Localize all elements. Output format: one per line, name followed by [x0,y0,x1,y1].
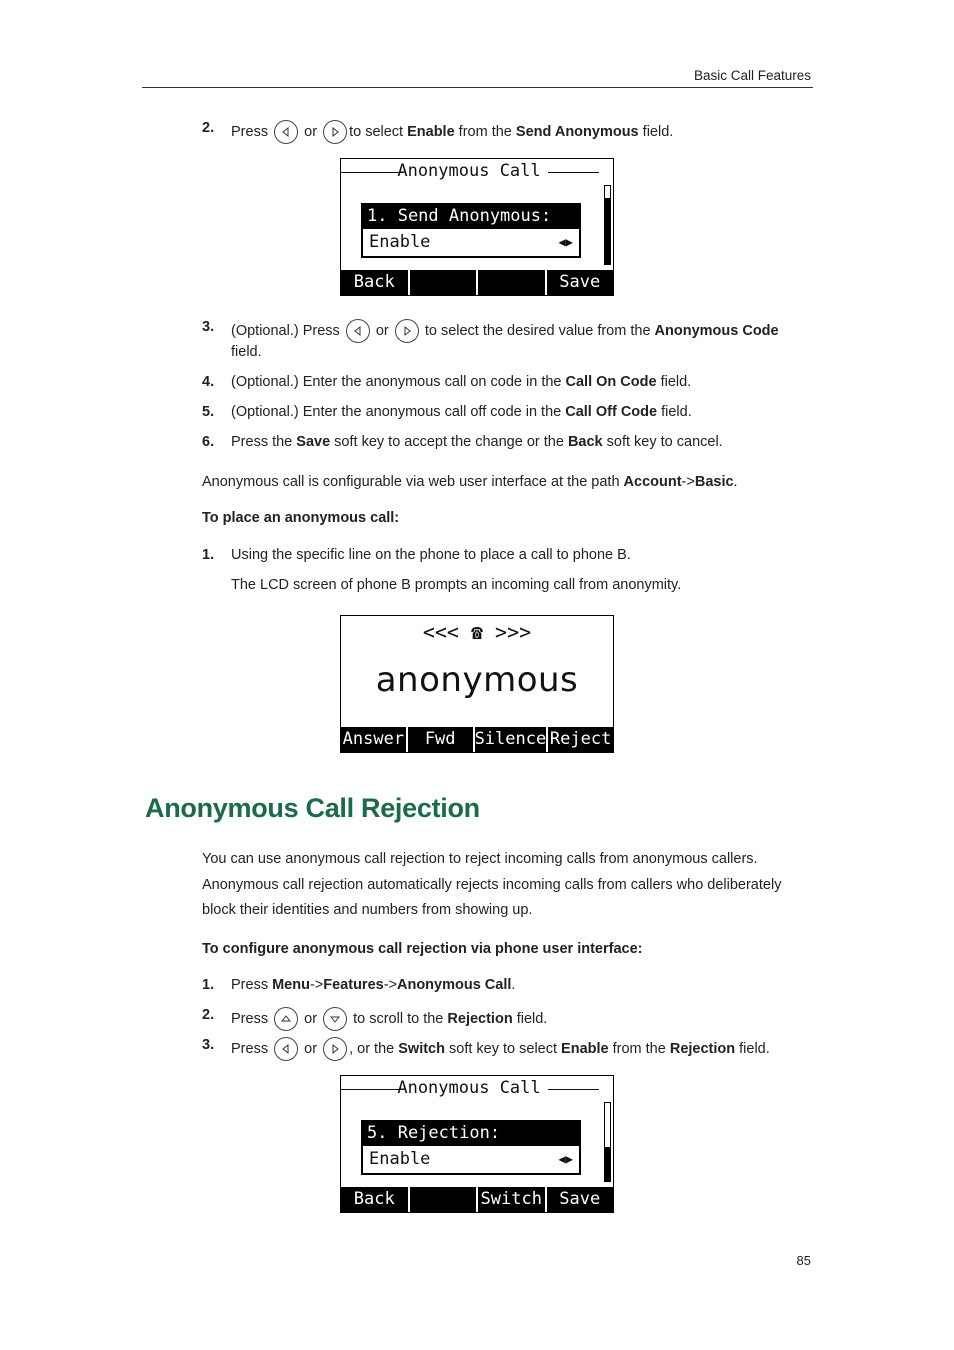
step-text [231,120,673,144]
right-arrow-key-icon [395,319,419,343]
step-text-part: or [304,1040,318,1057]
lcd-value: Enable [369,1149,431,1169]
softkey-empty [408,270,477,295]
step-number: 2. [202,120,215,136]
running-header: Basic Call Features [693,68,811,83]
softkey-switch: Switch [476,1187,545,1212]
field-name: Anonymous Code [654,322,779,339]
step-text-part: (Optional.) Enter the anonymous call on code in the [231,374,566,390]
step-text [231,977,515,993]
left-arrow-key-icon [346,319,370,343]
lcd-scrollbar [604,1102,611,1182]
softkey-bar [341,727,613,752]
softkey-back: Back [353,272,395,292]
step-number: 3. [202,1037,215,1053]
lcd-selected-item: 5. Rejection: [361,1120,581,1146]
menu-path: Account [623,474,682,490]
up-arrow-key-icon [274,1007,298,1031]
path-separator: -> [681,474,695,490]
field-name: Rejection [447,1010,513,1027]
step-text-part: (Optional.) Enter the anonymous call off code in the [231,404,566,420]
step-text-part: or [304,123,318,140]
step-text-part: Press [231,123,269,140]
softkey-reject: Reject [546,727,613,752]
note-text: . [733,474,738,490]
step-text [231,1037,770,1061]
step-text [231,404,692,420]
lcd-value-field [361,1146,581,1175]
softkey-name: Back [567,434,603,450]
page-number: 85 [796,1253,811,1268]
step-number: 5. [202,404,215,420]
note-text: Anonymous call is configurable via web user interface at the path [202,474,624,490]
step-text-part: to scroll to the [353,1010,448,1027]
step-number: 3. [202,319,215,335]
intro-paragraph: You can use anonymous call rejection to reject incoming calls from anonymous callers. Anonymous call rejection automatically rejects incoming calls from callers who deliberately block their identities and numbers from showing up. [202,851,782,918]
left-right-arrows-icon: ◀▶ [558,1152,573,1166]
field-name: Call Off Code [565,404,658,420]
menu-path: Menu [272,977,310,993]
softkey-name: Switch [398,1040,445,1057]
step-text-part: field. [512,1010,548,1027]
step-text-part: Press [231,1040,269,1057]
step-text-part: (Optional.) Press [231,322,340,339]
step-number: 1. [202,547,215,563]
right-arrow-key-icon [323,1037,347,1061]
lcd-selected-item: 1. Send Anonymous: [361,203,581,229]
softkey-bar [341,1187,613,1212]
softkey-empty [476,270,545,295]
softkey-fwd: Fwd [406,727,473,752]
right-arrow-key-icon [323,120,347,144]
path-separator: -> [383,977,397,993]
step-text-part: or [304,1010,318,1027]
step-text-part: from the [454,123,516,140]
section-title: Anonymous Call Rejection [145,793,480,823]
step-number: 4. [202,374,215,390]
lcd-scrollbar [604,185,611,265]
step-text-part: Press the [231,434,297,450]
step-text [231,434,723,450]
lcd-title: Anonymous Call [397,1078,541,1098]
field-name: Enable [561,1040,609,1057]
procedure-heading: To configure anonymous call rejection via phone user interface: [202,941,643,957]
left-arrow-key-icon [274,120,298,144]
phone-lcd-screen [340,158,614,296]
step-text-continued: field. [231,344,262,360]
step-text-part: to select [349,123,408,140]
softkey-name: Save [296,434,331,450]
left-right-arrows-icon: ◀▶ [558,235,573,249]
step-text-part: . [511,977,516,993]
incoming-call-indicator: <<< ☎ >>> [422,620,532,644]
step-text-part: Press [231,1010,269,1027]
softkey-save: Save [545,1187,614,1212]
softkey-empty [408,1187,477,1212]
lcd-value: Enable [369,232,431,252]
step-text [231,374,691,390]
header-rule [142,87,813,88]
lcd-value-field [361,229,581,258]
step-text-part: Press [231,977,273,993]
softkey-save: Save [545,270,614,295]
step-text-part: soft key to select [444,1040,562,1057]
softkey-silence: Silence [473,727,547,752]
step-text-part: field. [657,404,692,420]
phone-lcd-incoming-screen [340,615,614,753]
softkey-back: Back [353,1189,395,1209]
step-text-part: to select the desired value from the [420,322,655,339]
softkey-bar [341,270,613,295]
phone-lcd-screen [340,1075,614,1213]
caller-name: anonymous [375,660,579,700]
step-text-continued: The LCD screen of phone B prompts an incoming call from anonymity. [231,577,682,593]
step-text: Using the specific line on the phone to place a call to phone B. [231,547,631,563]
step-text-part: soft key to accept the change or the [330,434,568,450]
step-text-part: field. [638,123,674,140]
step-text [231,319,779,343]
web-config-note [202,472,738,492]
step-text-part: field. [656,374,692,390]
step-number: 1. [202,977,215,993]
step-text-part: soft key to cancel. [602,434,723,450]
step-text [231,1007,547,1031]
step-text-part: , or the [349,1040,399,1057]
step-text-part: field. [735,1040,770,1057]
step-number: 2. [202,1007,215,1023]
lcd-title: Anonymous Call [397,161,541,181]
left-arrow-key-icon [274,1037,298,1061]
path-separator: -> [309,977,324,993]
field-name: Call On Code [565,374,657,390]
step-text-part: or [375,322,389,339]
menu-path: Features [323,977,384,993]
field-name: Enable [407,123,455,140]
menu-path: Anonymous Call [397,977,512,993]
field-name: Send Anonymous [515,123,639,140]
menu-path: Basic [694,474,734,490]
step-number: 6. [202,434,215,450]
softkey-answer: Answer [342,729,405,749]
procedure-heading: To place an anonymous call: [202,510,400,526]
down-arrow-key-icon [323,1007,347,1031]
step-text-part: from the [608,1040,670,1057]
field-name: Rejection [669,1040,736,1057]
